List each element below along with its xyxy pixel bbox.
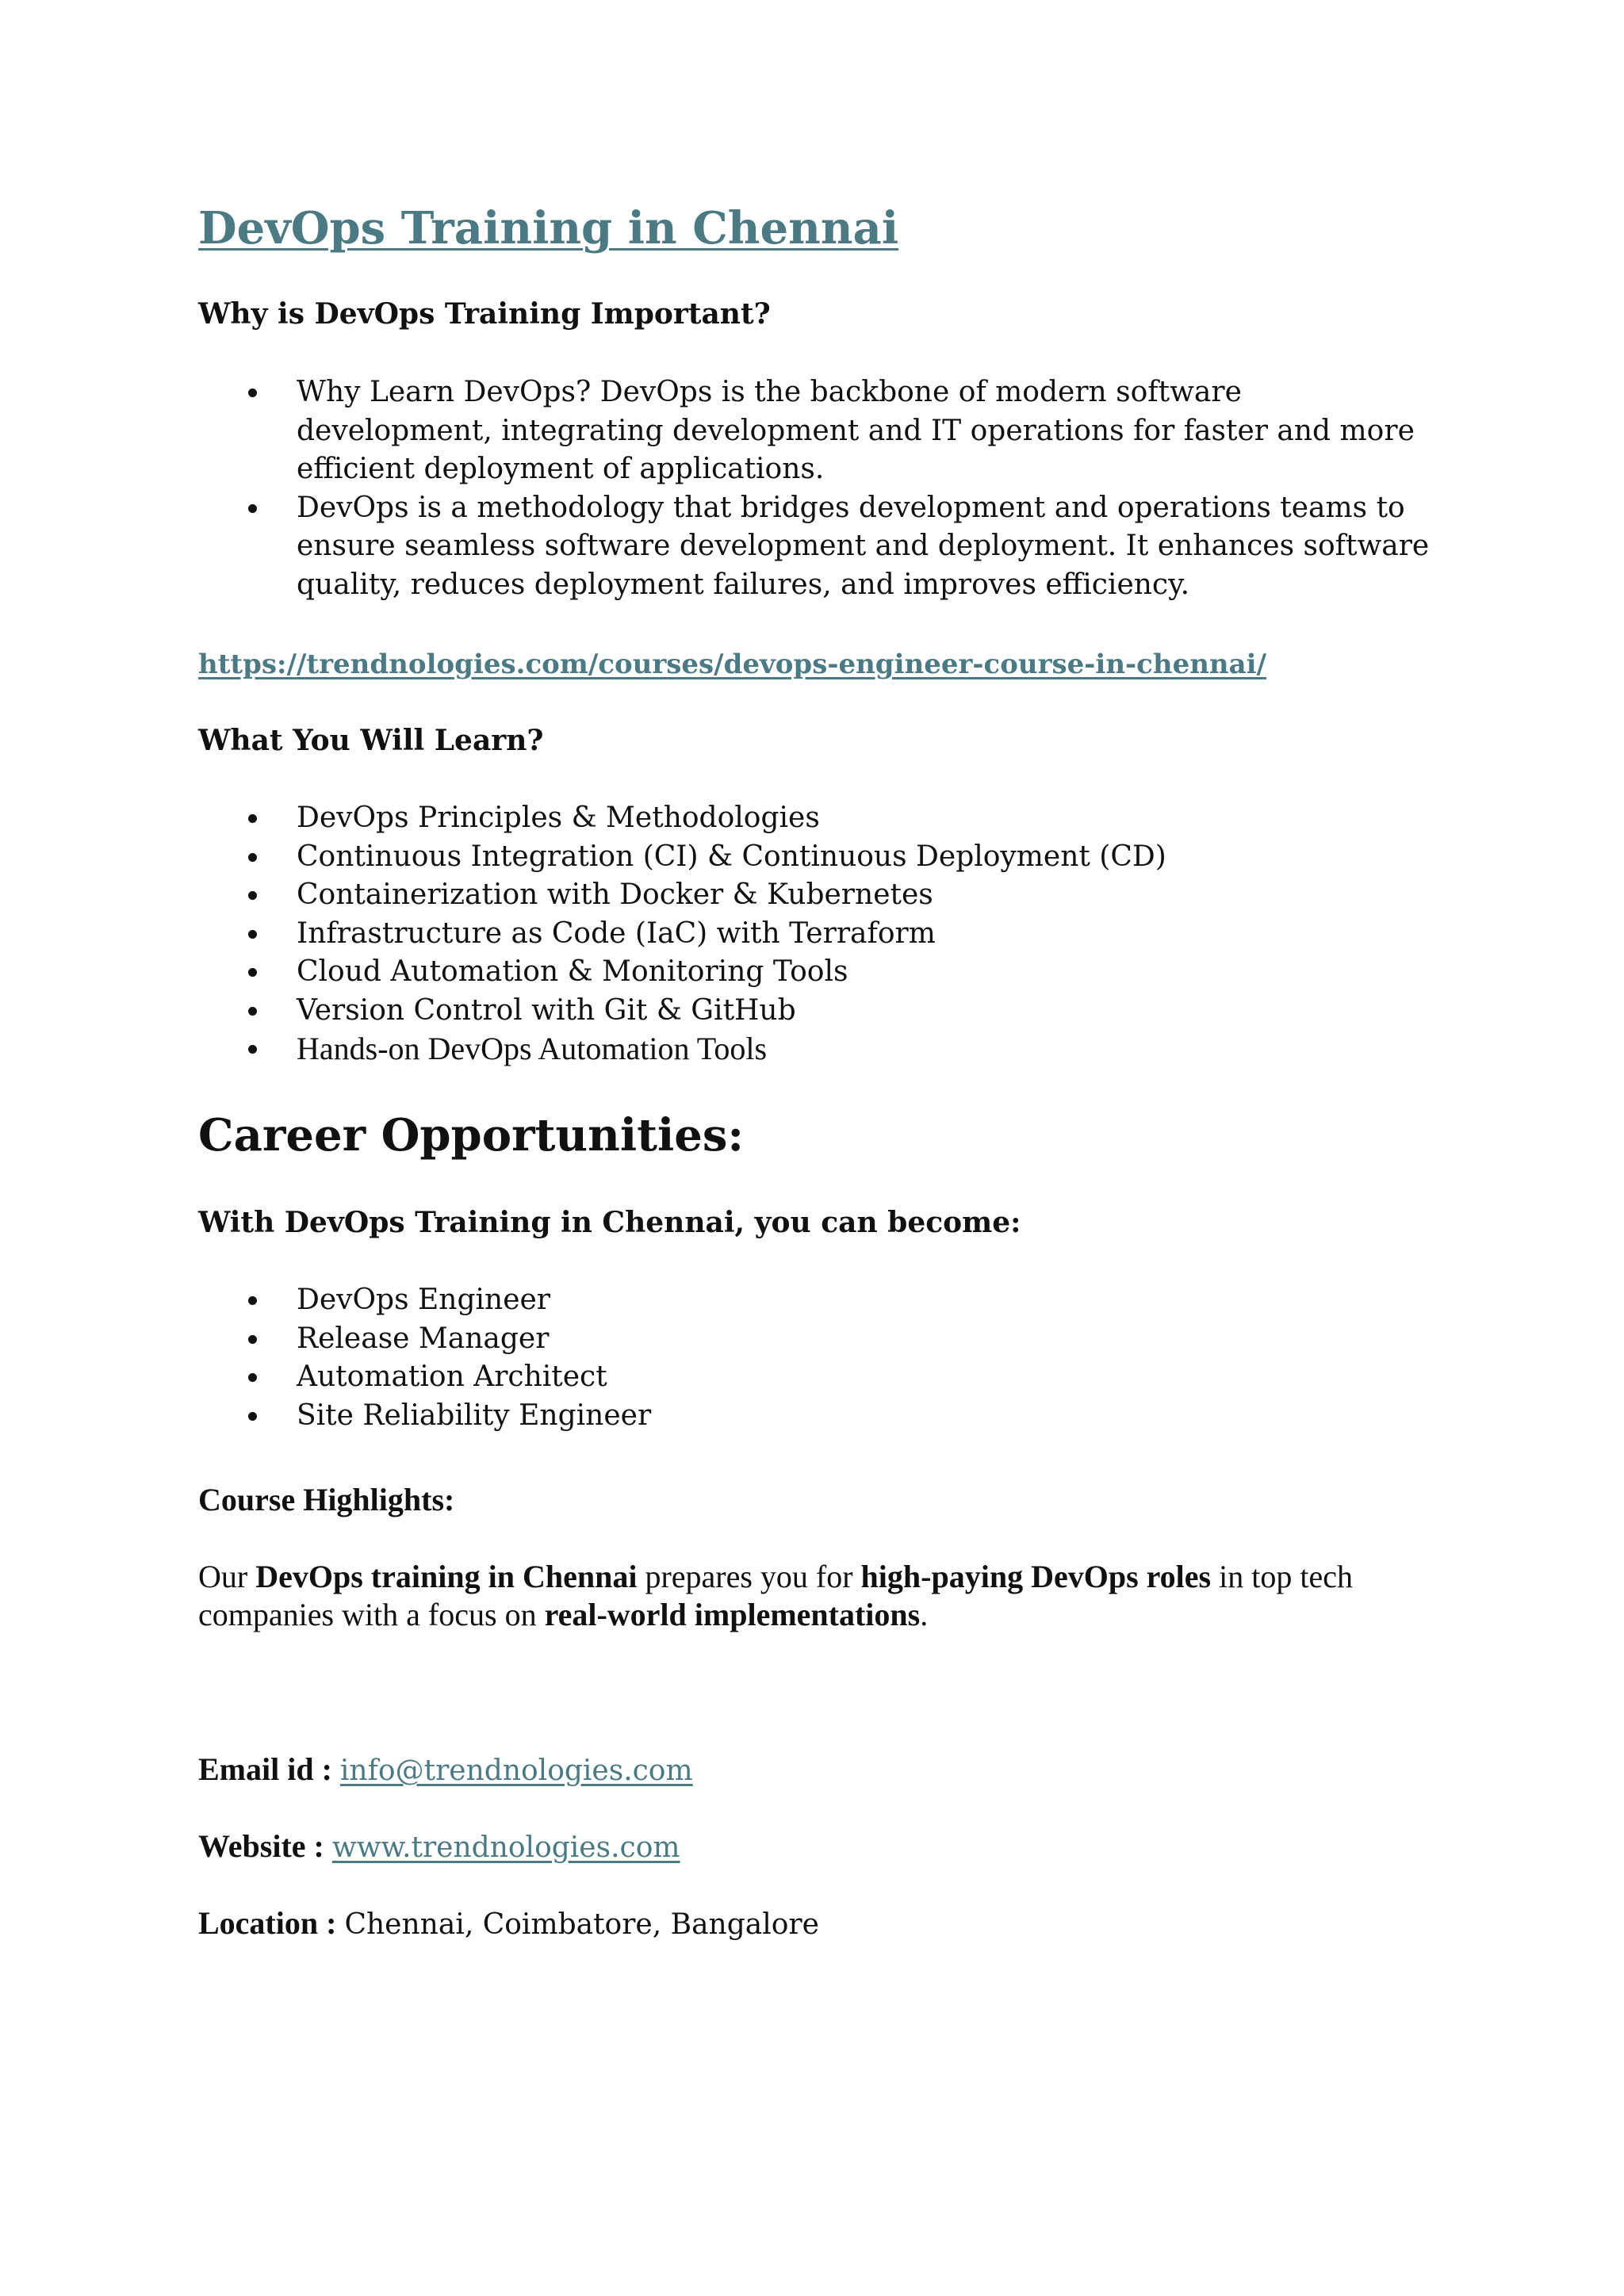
list-item: Why Learn DevOps? DevOps is the backbone of modern software development, integrating development and IT operations for faster and more efficient deployment of applications. (198, 373, 1435, 489)
list-item: DevOps is a methodology that bridges development and operations teams to ensure seamless software development and deployment. It enhances software quality, reduces deployment failures, and improves efficiency. (198, 489, 1435, 605)
list-item: Continuous Integration (CI) & Continuous Deployment (CD) (198, 838, 1435, 877)
bullet-icon (248, 388, 257, 397)
list-item: Infrastructure as Code (IaC) with Terraform (198, 915, 1435, 954)
bullet-icon (248, 968, 257, 977)
contact-location (198, 1904, 819, 1944)
section-heading-learn: What You Will Learn? (198, 724, 544, 757)
list-item: Hands-on DevOps Automation Tools (198, 1030, 1435, 1069)
bullet-icon (248, 1373, 257, 1382)
list-item: Cloud Automation & Monitoring Tools (198, 953, 1435, 992)
location-value: Chennai, Coimbatore, Bangalore (344, 1908, 819, 1941)
section-heading-importance: Why is DevOps Training Important? (198, 297, 771, 331)
location-label: Location : (198, 1905, 345, 1941)
learn-list (198, 799, 1435, 1069)
importance-list (198, 373, 1435, 604)
bullet-icon (248, 853, 257, 862)
contact-website (198, 1827, 680, 1867)
list-item: DevOps Principles & Methodologies (198, 799, 1435, 838)
website-label: Website : (198, 1828, 332, 1864)
list-item: Automation Architect (198, 1358, 1435, 1397)
email-link[interactable]: info@trendnologies.com (339, 1755, 693, 1787)
highlights-heading: Course Highlights: (198, 1482, 455, 1517)
career-list (198, 1281, 1435, 1435)
bullet-icon (248, 1412, 257, 1421)
bullet-icon (248, 504, 257, 513)
list-item: Version Control with Git & GitHub (198, 992, 1435, 1031)
email-label: Email id : (198, 1751, 340, 1787)
bullet-icon (248, 930, 257, 939)
page-title[interactable]: DevOps Training in Chennai (198, 202, 899, 254)
website-link[interactable]: www.trendnologies.com (331, 1831, 680, 1864)
bullet-icon (248, 891, 257, 900)
bullet-icon (248, 814, 257, 823)
list-item: DevOps Engineer (198, 1281, 1435, 1320)
career-subheading: With DevOps Training in Chennai, you can become: (198, 1206, 1021, 1239)
list-item: Release Manager (198, 1320, 1435, 1359)
course-link[interactable]: https://trendnologies.com/courses/devops-engineer-course-in-chennai/ (198, 649, 1267, 680)
list-item: Containerization with Docker & Kubernetes (198, 876, 1435, 915)
bullet-icon (248, 1335, 257, 1344)
bullet-icon (248, 1045, 257, 1054)
bullet-icon (248, 1296, 257, 1305)
career-heading: Career Opportunities: (198, 1109, 745, 1161)
bullet-icon (248, 1007, 257, 1016)
list-item: Site Reliability Engineer (198, 1397, 1435, 1436)
highlights-paragraph: Our DevOps training in Chennai prepares you for high-paying DevOps roles in top tech companies with a focus on real-world implementations. (198, 1559, 1353, 1632)
contact-email (198, 1751, 693, 1790)
